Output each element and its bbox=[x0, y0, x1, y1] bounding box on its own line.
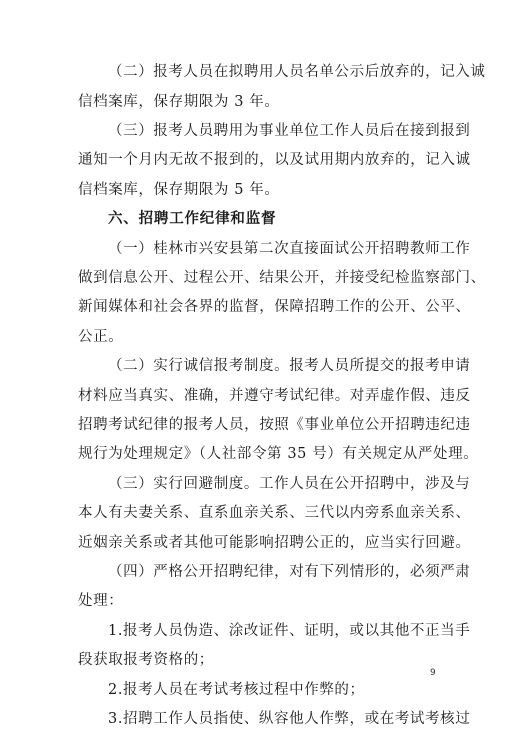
paragraph-line: 公正。 bbox=[78, 329, 124, 345]
paragraph-line: 信档案库，保存期限为 3 年。 bbox=[78, 94, 280, 110]
list-item-line: 2.报考人员在考试考核过程中作弊的； bbox=[108, 682, 365, 698]
paragraph-line: 处理： bbox=[78, 593, 124, 609]
paragraph-line: （二）实行诚信报考制度。报考人员所提交的报考申请 bbox=[108, 358, 471, 374]
paragraph-line: 本人有夫妻关系、直系血亲关系、三代以内旁系血亲关系、 bbox=[78, 505, 471, 521]
paragraph-line: （三）报考人员聘用为事业单位工作人员后在接到报到 bbox=[108, 123, 471, 139]
section-heading: 六、招聘工作纪律和监督 bbox=[108, 211, 277, 227]
list-item-line: 3.招聘工作人员指使、纵容他人作弊，或在考试考核过 bbox=[108, 711, 471, 727]
paragraph-line: 规行为处理规定》（人社部令第 35 号）有关规定从严处理。 bbox=[78, 446, 479, 462]
paragraph-line: （二）报考人员在拟聘用人员名单公示后放弃的，记入诚 bbox=[108, 64, 486, 80]
paragraph-line: 近姻亲关系或者其他可能影响招聘公正的，应当实行回避。 bbox=[78, 535, 471, 551]
list-item-line: 1.报考人员伪造、涂改证件、证明，或以其他不正当手 bbox=[108, 623, 471, 639]
paragraph-line: （一）桂林市兴安县第二次直接面试公开招聘教师工作 bbox=[108, 241, 471, 257]
paragraph-line: 招聘考试纪律的报考人员，按照《事业单位公开招聘违纪违 bbox=[78, 417, 471, 433]
paragraph-line: （三）实行回避制度。工作人员在公开招聘中，涉及与 bbox=[108, 476, 471, 492]
paragraph-line: （四）严格公开招聘纪律，对有下列情形的，必须严肃 bbox=[108, 564, 471, 580]
paragraph-line: 信档案库，保存期限为 5 年。 bbox=[78, 182, 280, 198]
list-item-line: 段获取报考资格的； bbox=[78, 652, 214, 668]
page-number: 9 bbox=[430, 668, 436, 678]
paragraph-line: 通知一个月内无故不报到的，以及试用期内放弃的，记入诚 bbox=[78, 152, 471, 168]
paragraph-line: 做到信息公开、过程公开、结果公开，并接受纪检监察部门、 bbox=[78, 270, 486, 286]
paragraph-line: 材料应当真实、准确，并遵守考试纪律。对弄虚作假、违反 bbox=[78, 388, 471, 404]
paragraph-line: 新闻媒体和社会各界的监督，保障招聘工作的公开、公平、 bbox=[78, 299, 471, 315]
